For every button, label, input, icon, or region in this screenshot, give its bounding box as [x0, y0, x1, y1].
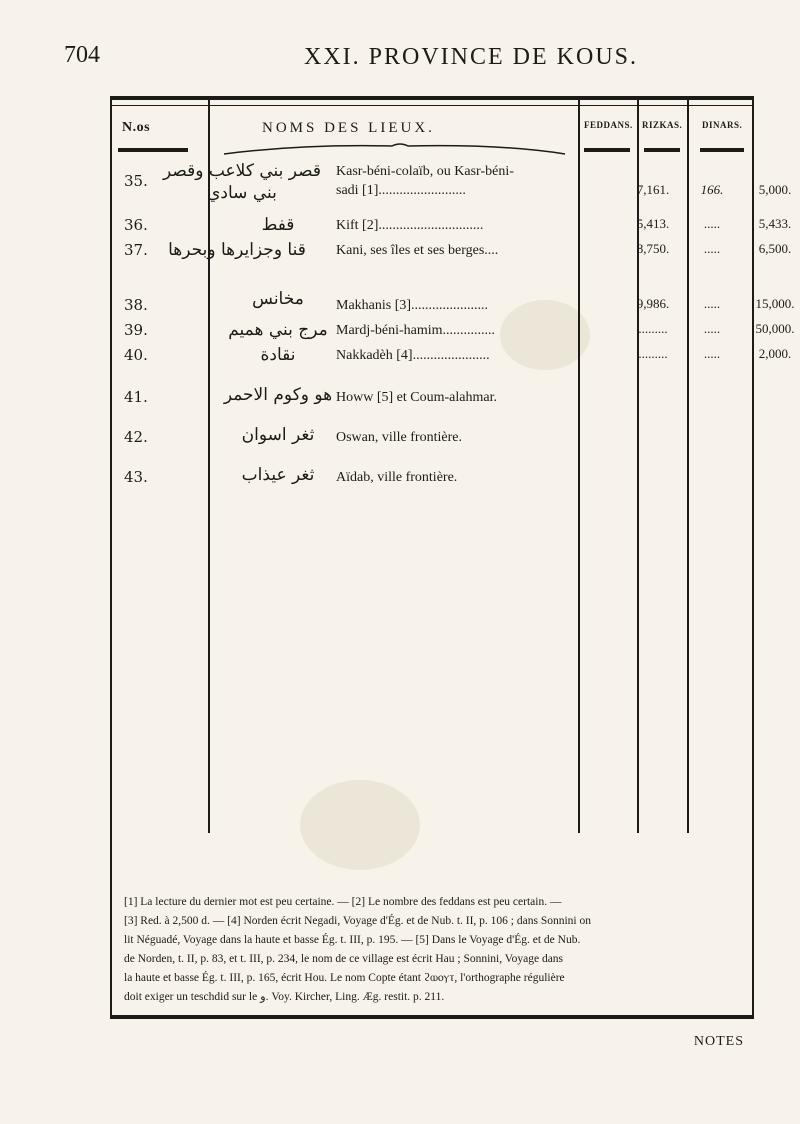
arabic-name: ثغر اسوان — [241, 425, 315, 445]
footnotes — [124, 893, 734, 1007]
rizkas-value: ..... — [703, 296, 721, 311]
feddans-value: ......... — [638, 346, 668, 361]
header-brace — [222, 140, 567, 156]
row-number: 37. — [124, 241, 148, 259]
place-name: Aïdab, ville frontière. — [336, 470, 458, 485]
arabic-name: قنا وجزايرها وبحرها — [168, 240, 306, 260]
footnote-line: de Norden, t. II, p. 83, et t. III, p. 234, le nom de ce village est écrit Hau ; Sonnini, Voyage dans — [124, 953, 564, 965]
arabic-name: ثغر عيذاب — [241, 465, 315, 485]
column-rule — [687, 98, 689, 833]
column-header-rizkas: RIZKAS. — [642, 120, 683, 130]
header-rule — [118, 148, 188, 152]
row-number: 36. — [124, 216, 148, 234]
rizkas-value: 166. — [700, 182, 724, 197]
arabic-name: مرج بني هميم — [228, 320, 328, 340]
rizkas-value: ..... — [703, 346, 721, 361]
running-title: XXI. PROVINCE DE KOUS. — [304, 44, 639, 70]
arabic-name: نقادة — [260, 345, 296, 365]
footnote-line: la haute et basse Ég. t. III, p. 165, écrit Hou. Le nom Copte étant ϩⲱⲟⲩⲧ, l'orthographe régulière — [124, 972, 565, 984]
dinars-value: 2,000. — [758, 346, 792, 361]
place-name: Kift [2].............................. — [336, 218, 484, 233]
footnote-line: [3] Red. à 2,500 d. — [4] Norden écrit Negadi, Voyage d'Ég. et de Nub. t. II, p. 106 ; dans Sonnini on — [124, 915, 591, 927]
column-header-noms: NOMS DES LIEUX. — [262, 120, 435, 136]
feddans-value: ......... — [638, 321, 668, 336]
feddans-value: 9,986. — [636, 296, 670, 311]
header-rule — [584, 148, 630, 152]
column-rule — [578, 98, 580, 833]
footnote-line: [1] La lecture du dernier mot est peu certaine. — [2] Le nombre des feddans est peu certain. — — [124, 896, 562, 908]
header-rule — [644, 148, 680, 152]
place-name-line: Kasr-béni-colaïb, ou Kasr-béni- — [336, 164, 514, 179]
rizkas-value: ..... — [703, 321, 721, 336]
arabic-name: مخانس — [252, 289, 304, 309]
page-number: 704 — [64, 42, 100, 68]
catchword: NOTES — [693, 1034, 744, 1049]
column-header-feddans: FEDDANS. — [584, 120, 633, 130]
place-name: Mardj-béni-hamim............... — [336, 323, 496, 338]
place-name: Oswan, ville frontière. — [336, 430, 462, 445]
footnote-line: lit Néguadé, Voyage dans la haute et basse Ég. t. III, p. 195. — [5] Dans le Voyage d'Ég. et de Nub. — [124, 934, 581, 946]
place-name: Kani, ses îles et ses berges.... — [336, 243, 499, 258]
place-name-line: sadi [1]......................... — [336, 183, 466, 198]
arabic-name: قفط — [261, 215, 295, 235]
row-number: 43. — [124, 468, 148, 486]
row-number: 41. — [124, 388, 148, 406]
column-rule — [637, 98, 639, 833]
table-frame — [110, 96, 795, 1019]
column-header-dinars: DINARS. — [702, 120, 743, 130]
rizkas-value: ..... — [703, 216, 721, 231]
feddans-value: 8,750. — [636, 241, 670, 256]
header-rule — [700, 148, 744, 152]
arabic-name: هو وكوم الاحمر — [223, 385, 333, 405]
place-name: Nakkadèh [4]...................... — [336, 348, 490, 363]
dinars-value: 5,433. — [758, 216, 792, 231]
row-number: 35. — [124, 172, 148, 190]
place-name — [336, 162, 601, 200]
row-number: 38. — [124, 296, 148, 314]
feddans-value: 7,161. — [636, 182, 670, 197]
dinars-value: 50,000. — [755, 321, 795, 336]
row-number: 42. — [124, 428, 148, 446]
dinars-value: 15,000. — [755, 296, 795, 311]
place-name: Makhanis [3]...................... — [336, 298, 489, 313]
dinars-value: 5,000. — [758, 182, 792, 197]
dinars-value: 6,500. — [758, 241, 792, 256]
arabic-name: قصر بني كلاعب وقصر بني سادي — [162, 161, 322, 203]
row-number: 39. — [124, 321, 148, 339]
footnote-line: doit exiger un teschdid sur le و. Voy. Kircher, Ling. Æg. restit. p. 211. — [124, 991, 445, 1003]
feddans-value: 5,413. — [636, 216, 670, 231]
place-name: Howw [5] et Coum-alahmar. — [336, 390, 497, 405]
rizkas-value: ..... — [703, 241, 721, 256]
row-number: 40. — [124, 346, 148, 364]
column-header-no: N.os — [122, 120, 151, 135]
